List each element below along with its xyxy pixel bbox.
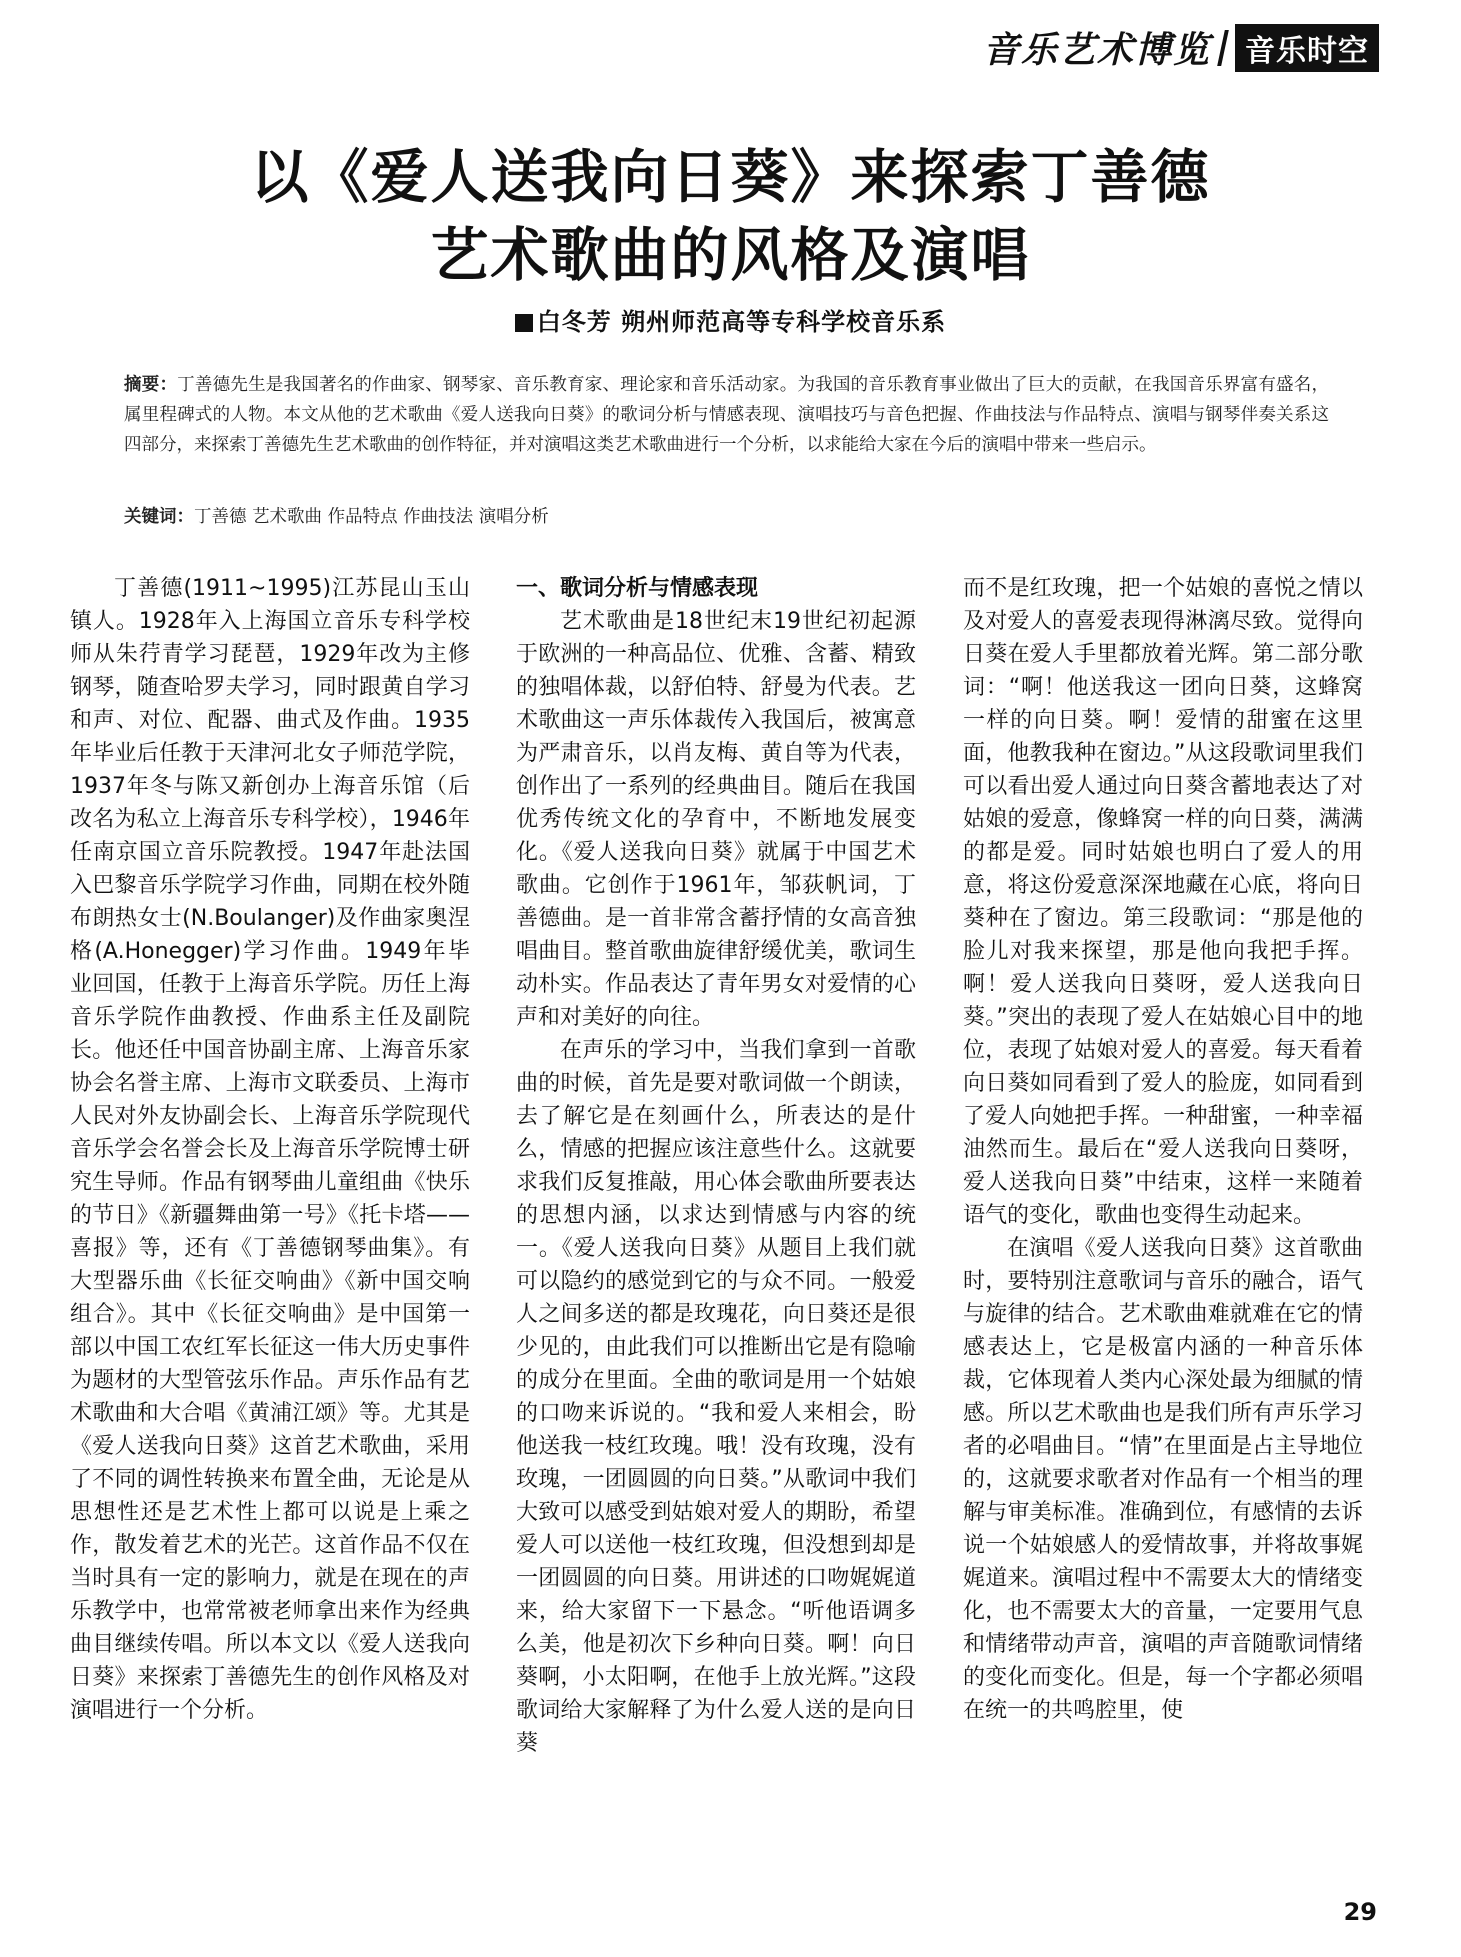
- header-divider: [1217, 30, 1229, 66]
- keywords-label: 关键词：: [124, 507, 194, 527]
- square-bullet-icon: [515, 314, 533, 332]
- section-title: 音乐时空: [1235, 24, 1379, 72]
- abstract: [124, 370, 1329, 460]
- abstract-label: 摘要：: [124, 375, 178, 395]
- abstract-text: 丁善德先生是我国著名的作曲家、钢琴家、音乐教育家、理论家和音乐活动家。为我国的音乐教育事业做出了巨大的贡献，在我国音乐界富有盛名，属里程碑式的人物。本文从他的艺术歌曲《爱人送我向日葵》的歌词分析与情感表现、演唱技巧与音色把握、作曲技法与作品特点、演唱与钢琴伴奏关系这四部分，来探索丁善德先生艺术歌曲的创作特征，并对演唱这类艺术歌曲进行一个分析，以求能给大家在今后的演唱中带来一些启示。: [124, 375, 1329, 455]
- paragraph: 在演唱《爱人送我向日葵》这首歌曲时，要特别注意歌词与音乐的融合，语气与旋律的结合。艺术歌曲难就难在它的情感表达上，它是极富内涵的一种音乐体裁，它体现着人类内心深处最为细腻的情感。所以艺术歌曲也是我们所有声乐学习者的必唱曲目。“情”在里面是占主导地位的，这就要求歌者对作品有一个相当的理解与审美标准。准确到位，有感情的去诉说一个姑娘感人的爱情故事，并将故事娓娓道来。演唱过程中不需要太大的情绪变化，也不需要太大的音量，一定要用气息和情绪带动声音，演唱的声音随歌词情绪的变化而变化。但是，每一个字都必须唱在统一的共鸣腔里，使: [963, 1236, 1363, 1723]
- keywords-text: 丁善德 艺术歌曲 作品特点 作曲技法 演唱分析: [194, 507, 549, 527]
- keywords: [124, 502, 1329, 532]
- author-text: 白冬芳 朔州师范高等专科学校音乐系: [536, 308, 947, 336]
- paragraph: 艺术歌曲是18世纪末19世纪初起源于欧洲的一种高品位、优雅、含蓄、精致的独唱体裁，以舒伯特、舒曼为代表。艺术歌曲这一声乐体裁传入我国后，被寓意为严肃音乐，以肖友梅、黄自等为代表，创作出了一系列的经典曲目。随后在我国优秀传统文化的孕育中，不断地发展变化。《爱人送我向日葵》就属于中国艺术歌曲。它创作于1961年，邹荻帆词，丁善德曲。是一首非常含蓄抒情的女高音独唱曲目。整首歌曲旋律舒缓优美，歌词生动朴实。作品表达了青年男女对爱情的心声和对美好的向往。: [516, 609, 916, 1030]
- paragraph: 而不是红玫瑰，把一个姑娘的喜悦之情以及对爱人的喜爱表现得淋漓尽致。觉得向日葵在爱人手里都放着光辉。第二部分歌词：“啊！他送我这一团向日葵，这蜂窝一样的向日葵。啊！爱情的甜蜜在这里面，他教我种在窗边。”从这段歌词里我们可以看出爱人通过向日葵含蓄地表达了对姑娘的爱意，像蜂窝一样的向日葵，满满的都是爱。同时姑娘也明白了爱人的用意，将这份爱意深深地藏在心底，将向日葵种在了窗边。第三段歌词：“那是他的脸儿对我来探望，那是他向我把手挥。啊！爱人送我向日葵呀，爱人送我向日葵。”突出的表现了爱人在姑娘心目中的地位，表现了姑娘对爱人的喜爱。每天看着向日葵如同看到了爱人的脸庞，如同看到了爱人向她把手挥。一种甜蜜，一种幸福油然而生。最后在“爱人送我向日葵呀，爱人送我向日葵”中结束，这样一来随着语气的变化，歌曲也变得生动起来。: [963, 576, 1363, 1228]
- author-line: [0, 302, 1461, 337]
- title-line-2: 艺术歌曲的风格及演唱: [430, 221, 1031, 289]
- column-2: [516, 572, 916, 1760]
- title-line-1: 以《爱人送我向日葵》来探索丁善德: [250, 143, 1211, 211]
- paragraph: 丁善德(1911~1995)江苏昆山玉山镇人。1928年入上海国立音乐专科学校师从朱荇青学习琵琶，1929年改为主修钢琴，随查哈罗夫学习，同时跟黄自学习和声、对位、配器、曲式及作曲。1935年毕业后任教于天津河北女子师范学院，1937年冬与陈又新创办上海音乐馆（后改名为私立上海音乐专科学校），1946年任南京国立音乐院教授。1947年赴法国入巴黎音乐学院学习作曲，同期在校外随布朗热女士(N.Boulanger)及作曲家奥涅格(A.Honegger)学习作曲。1949年毕业回国，任教于上海音乐学院。历任上海音乐学院作曲教授、作曲系主任及副院长。他还任中国音协副主席、上海音乐家协会名誉主席、上海市文联委员、上海市人民对外友协副会长、上海音乐学院现代音乐学会名誉会长及上海音乐学院博士研究生导师。作品有钢琴曲儿童组曲《快乐的节日》《新疆舞曲第一号》《托卡塔——喜报》等，还有《丁善德钢琴曲集》。有大型器乐曲《长征交响曲》《新中国交响组合》。其中《长征交响曲》是中国第一部以中国工农红军长征这一伟大历史事件为题材的大型管弦乐作品。声乐作品有艺术歌曲和大合唱《黄浦江颂》等。尤其是《爱人送我向日葵》这首艺术歌曲，采用了不同的调性转换来布置全曲，无论是从思想性还是艺术性上都可以说是上乘之作，散发着艺术的光芒。这首作品不仅在当时具有一定的影响力，就是在现在的声乐教学中，也常常被老师拿出来作为经典曲目继续传唱。所以本文以《爱人送我向日葵》来探索丁善德先生的创作风格及对演唱进行一个分析。: [70, 576, 470, 1723]
- running-header: [983, 22, 1379, 73]
- section-heading: 一、歌词分析与情感表现: [516, 576, 759, 601]
- column-1: [70, 572, 470, 1727]
- paragraph: 在声乐的学习中，当我们拿到一首歌曲的时候，首先是要对歌词做一个朗读，去了解它是在刻画什么，所表达的是什么，情感的把握应该注意些什么。这就要求我们反复推敲，用心体会歌曲所要表达的思想内涵，以求达到情感与内容的统一。《爱人送我向日葵》从题目上我们就可以隐约的感觉到它的与众不同。一般爱人之间多送的都是玫瑰花，向日葵还是很少见的，由此我们可以推断出它是有隐喻的成分在里面。全曲的歌词是用一个姑娘的口吻来诉说的。“我和爱人来相会，盼他送我一枝红玫瑰。哦！没有玫瑰，没有玫瑰，一团圆圆的向日葵。”从歌词中我们大致可以感受到姑娘对爱人的期盼，希望爱人可以送他一枝红玫瑰，但没想到却是一团圆圆的向日葵。用讲述的口吻娓娓道来，给大家留下一下悬念。“听他语调多么美，他是初次下乡种向日葵。啊！向日葵啊，小太阳啊，在他手上放光辉。”这段歌词给大家解释了为什么爱人送的是向日葵: [516, 1038, 916, 1756]
- article-title: [0, 138, 1461, 294]
- column-3: [963, 572, 1363, 1727]
- magazine-title: 音乐艺术博览: [982, 30, 1211, 71]
- page-number: 29: [1343, 1898, 1377, 1926]
